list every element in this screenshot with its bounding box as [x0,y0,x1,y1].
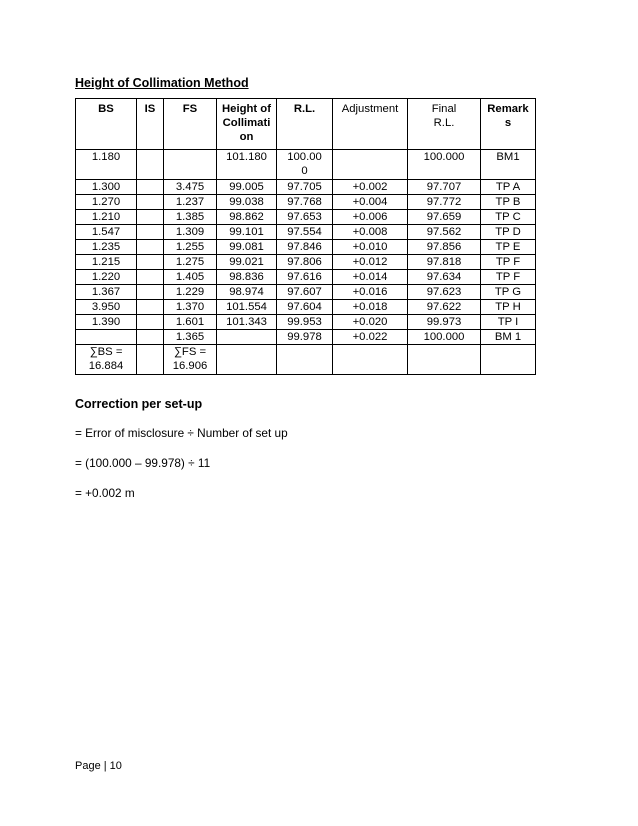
cell-final-rl: 97.659 [408,210,481,225]
cell-bs: 1.220 [76,270,137,285]
cell-adjustment: +0.020 [333,315,408,330]
cell-adjustment [333,150,408,180]
cell-adjustment: +0.006 [333,210,408,225]
cell-is [137,150,164,180]
header-is: IS [137,99,164,150]
cell-remarks: BM 1 [481,330,536,345]
cell-adjustment: +0.010 [333,240,408,255]
cell-fs: 1.309 [164,225,217,240]
cell-is [137,195,164,210]
cell-remarks [481,345,536,375]
cell-is [137,240,164,255]
cell-final-rl: 100.000 [408,150,481,180]
header-remarks: Remark s [481,99,536,150]
cell-bs: 1.300 [76,180,137,195]
header-bs: BS [76,99,137,150]
correction-line-result: = +0.002 m [75,486,135,500]
cell-bs: 3.950 [76,300,137,315]
cell-is [137,210,164,225]
cell-adjustment: +0.002 [333,180,408,195]
cell-remarks: TP A [481,180,536,195]
cell-bs: 1.235 [76,240,137,255]
cell-height-of-collimation [217,330,277,345]
cell-fs: 1.237 [164,195,217,210]
cell-bs: ∑BS = 16.884 [76,345,137,375]
cell-height-of-collimation: 99.038 [217,195,277,210]
cell-is [137,225,164,240]
cell-adjustment: +0.016 [333,285,408,300]
cell-adjustment: +0.004 [333,195,408,210]
cell-adjustment: +0.018 [333,300,408,315]
table-body [76,150,536,375]
cell-rl: 97.806 [277,255,333,270]
cell-remarks: TP D [481,225,536,240]
cell-fs: 1.365 [164,330,217,345]
cell-rl: 97.604 [277,300,333,315]
cell-rl: 100.00 0 [277,150,333,180]
cell-rl: 97.554 [277,225,333,240]
cell-fs: 3.475 [164,180,217,195]
table-row [76,240,536,255]
cell-rl: 97.846 [277,240,333,255]
header-fs: FS [164,99,217,150]
page-footer: Page | 10 [75,760,122,772]
cell-rl [277,345,333,375]
cell-final-rl: 97.818 [408,255,481,270]
cell-remarks: TP C [481,210,536,225]
table-row [76,225,536,240]
cell-remarks: TP G [481,285,536,300]
cell-adjustment: +0.008 [333,225,408,240]
cell-is [137,270,164,285]
cell-height-of-collimation: 98.836 [217,270,277,285]
cell-bs: 1.270 [76,195,137,210]
cell-height-of-collimation: 99.081 [217,240,277,255]
cell-remarks: TP F [481,255,536,270]
table-row [76,150,536,180]
cell-fs: 1.405 [164,270,217,285]
correction-line-formula: = Error of misclosure ÷ Number of set up [75,426,288,440]
header-rl: R.L. [277,99,333,150]
table-row [76,315,536,330]
cell-remarks: TP E [481,240,536,255]
cell-final-rl: 97.562 [408,225,481,240]
cell-rl: 97.705 [277,180,333,195]
table-row [76,330,536,345]
cell-height-of-collimation: 101.343 [217,315,277,330]
cell-bs: 1.367 [76,285,137,300]
cell-adjustment: +0.012 [333,255,408,270]
levelling-table [75,98,536,375]
table-row [76,285,536,300]
cell-height-of-collimation: 99.005 [217,180,277,195]
header-height-of-collimation: Height of Collimati on [217,99,277,150]
correction-line-substitution: = (100.000 – 99.978) ÷ 11 [75,456,211,470]
cell-remarks: TP H [481,300,536,315]
cell-height-of-collimation: 98.974 [217,285,277,300]
cell-remarks: TP I [481,315,536,330]
cell-remarks: TP F [481,270,536,285]
correction-title: Correction per set-up [75,397,203,411]
cell-rl: 97.616 [277,270,333,285]
cell-bs: 1.180 [76,150,137,180]
cell-fs [164,150,217,180]
header-adjustment: Adjustment [333,99,408,150]
table-row [76,195,536,210]
cell-final-rl: 97.772 [408,195,481,210]
cell-height-of-collimation: 101.554 [217,300,277,315]
table-row [76,180,536,195]
cell-fs: ∑FS = 16.906 [164,345,217,375]
cell-bs: 1.210 [76,210,137,225]
cell-adjustment: +0.022 [333,330,408,345]
cell-final-rl: 97.634 [408,270,481,285]
cell-is [137,300,164,315]
table-row [76,210,536,225]
cell-rl: 97.607 [277,285,333,300]
cell-fs: 1.370 [164,300,217,315]
table-row [76,345,536,375]
cell-final-rl: 100.000 [408,330,481,345]
cell-bs: 1.390 [76,315,137,330]
page-heading: Height of Collimation Method [75,76,249,90]
cell-final-rl [408,345,481,375]
cell-remarks: TP B [481,195,536,210]
header-final-rl: Final R.L. [408,99,481,150]
cell-fs: 1.229 [164,285,217,300]
cell-is [137,255,164,270]
cell-final-rl: 97.622 [408,300,481,315]
cell-fs: 1.385 [164,210,217,225]
table-row [76,300,536,315]
cell-is [137,180,164,195]
cell-adjustment [333,345,408,375]
cell-rl: 97.653 [277,210,333,225]
cell-adjustment: +0.014 [333,270,408,285]
cell-fs: 1.601 [164,315,217,330]
cell-final-rl: 97.623 [408,285,481,300]
table-row [76,255,536,270]
cell-height-of-collimation [217,345,277,375]
cell-is [137,345,164,375]
cell-bs: 1.215 [76,255,137,270]
cell-rl: 99.953 [277,315,333,330]
table-row [76,270,536,285]
cell-height-of-collimation: 101.180 [217,150,277,180]
cell-bs: 1.547 [76,225,137,240]
cell-final-rl: 99.973 [408,315,481,330]
header-row [76,99,536,150]
table-header [76,99,536,150]
cell-bs [76,330,137,345]
cell-height-of-collimation: 99.021 [217,255,277,270]
cell-is [137,330,164,345]
cell-rl: 99.978 [277,330,333,345]
cell-is [137,285,164,300]
cell-height-of-collimation: 99.101 [217,225,277,240]
cell-height-of-collimation: 98.862 [217,210,277,225]
cell-fs: 1.275 [164,255,217,270]
cell-rl: 97.768 [277,195,333,210]
cell-remarks: BM1 [481,150,536,180]
cell-is [137,315,164,330]
cell-final-rl: 97.856 [408,240,481,255]
cell-final-rl: 97.707 [408,180,481,195]
cell-fs: 1.255 [164,240,217,255]
